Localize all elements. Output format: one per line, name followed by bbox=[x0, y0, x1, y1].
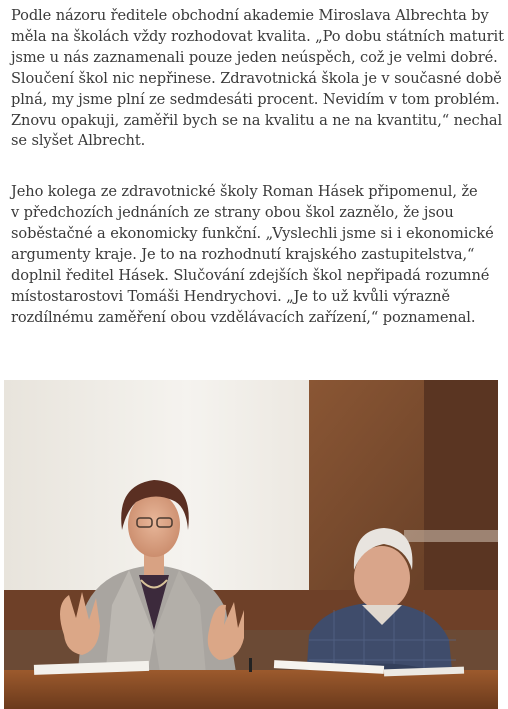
text-line: plná, my jsme plní ze sedmdesáti procent. Nevidím v tom problém. bbox=[11, 90, 500, 108]
article-body bbox=[11, 6, 503, 329]
man-face bbox=[354, 546, 410, 610]
text-line: Jeho kolega ze zdravotnické školy Roman Hásek připomenul, že bbox=[11, 183, 478, 201]
text-line: měla na školách vždy rozhodovat kvalita. „Po dobu státních maturit bbox=[11, 27, 504, 45]
text-line: rozdílnému zaměření obou vzdělávacích zařízení,“ poznamenal. bbox=[11, 308, 476, 326]
text-line: Sloučení škol nic nepřinese. Zdravotnická škola je v současné době bbox=[11, 69, 502, 87]
text-line: argumenty kraje. Je to na rozhodnutí krajského zastupitelstva,“ bbox=[11, 246, 475, 264]
microphone bbox=[249, 658, 252, 672]
text-line: Podle názoru ředitele obchodní akademie Miroslava Albrechta by bbox=[11, 7, 489, 24]
photo-illustration bbox=[4, 380, 498, 709]
text-line: Znovu opakuji, zaměřil bych se na kvalitu a ne na kvantitu,“ nechal bbox=[11, 111, 503, 129]
text-line: doplnil ředitel Hásek. Slučování zdejších škol nepřipadá rozumné bbox=[11, 266, 490, 284]
wall-shelf bbox=[404, 530, 498, 542]
wood-panel-dark bbox=[424, 380, 498, 620]
text-line: místostarostovi Tomáši Hendrychovi. „Je to už kvůli výrazně bbox=[11, 287, 450, 305]
article-photo bbox=[4, 380, 498, 709]
article-paragraph-2 bbox=[11, 182, 503, 328]
table bbox=[4, 670, 498, 709]
text-line: se slyšet Albrecht. bbox=[11, 132, 146, 150]
text-line: soběstačné a ekonomicky funkční. „Vyslechli jsme si i ekonomické bbox=[11, 225, 494, 243]
text-line: v předchozích jednáních ze strany obou škol zaznělo, že jsou bbox=[11, 204, 454, 222]
article-paragraph-1 bbox=[11, 6, 503, 152]
text-line: jsme u nás zaznamenali pouze jeden neúspěch, což je velmi dobré. bbox=[11, 48, 498, 66]
